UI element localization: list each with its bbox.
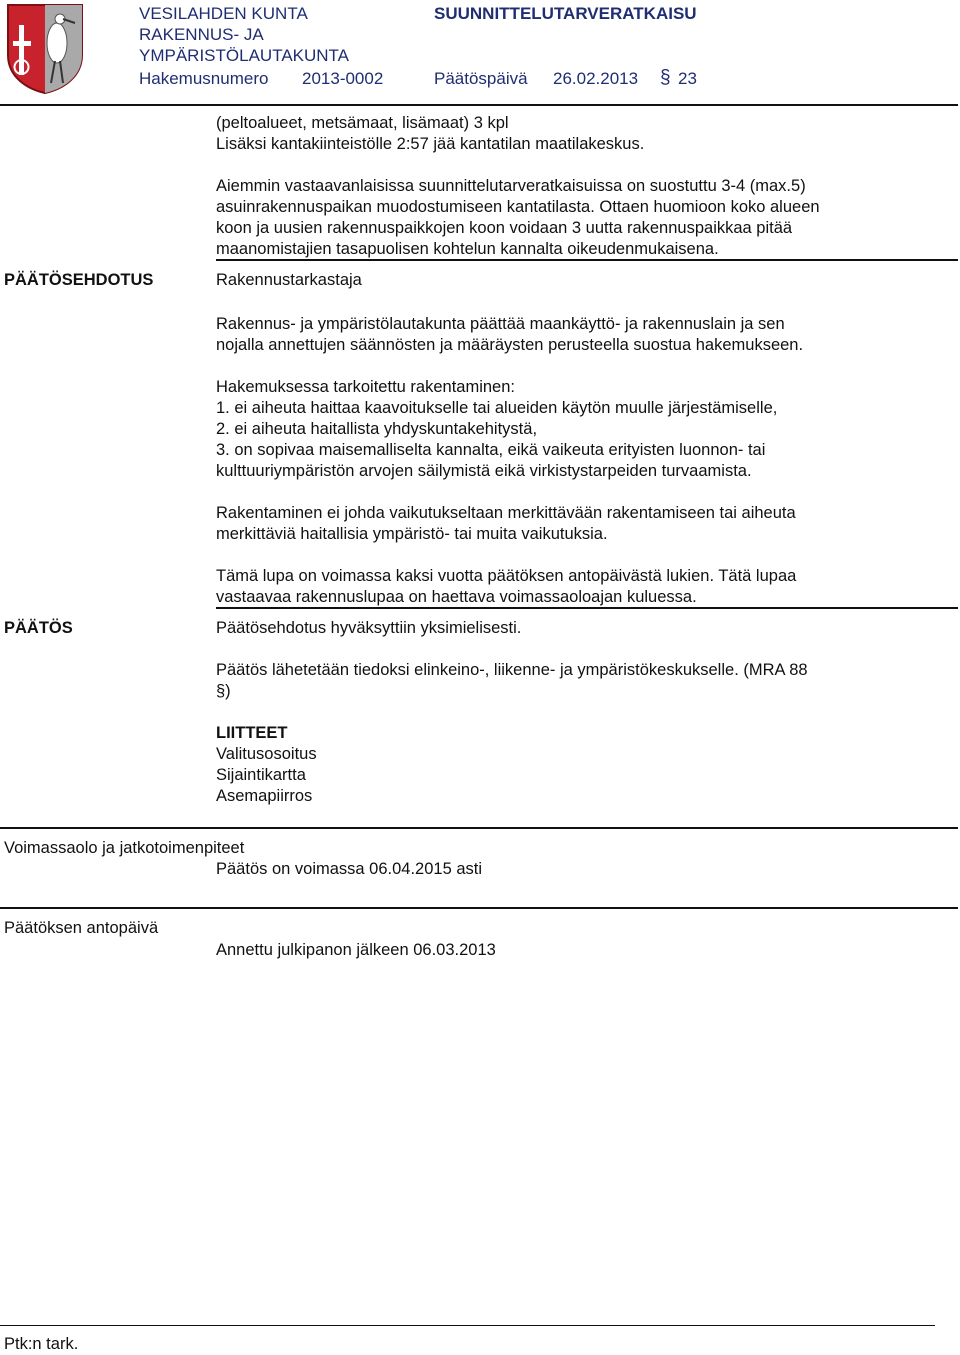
issue-date-value: Annettu julkipanon jälkeen 06.03.2013 (216, 941, 496, 959)
decision-line: §) (216, 682, 231, 700)
application-number-value: 2013-0002 (302, 69, 384, 88)
proposal-text (216, 314, 916, 608)
proposal-line: Hakemuksessa tarkoitettu rakentaminen: (216, 378, 515, 396)
proposal-line: Rakentaminen ei johda vaikutukseltaan merkittävään rakentamiseen tai aiheuta (216, 504, 796, 522)
proposal-line: 1. ei aiheuta haittaa kaavoitukselle tai alueiden käytön muulle järjestämiselle, (216, 399, 778, 417)
document-type: SUUNNITTELUTARVERATKAISU (434, 4, 697, 23)
section-number: 23 (678, 69, 697, 88)
decision-text (216, 618, 916, 807)
validity-divider (0, 827, 958, 829)
footer-checker-label: Ptk:n tark. (4, 1335, 79, 1353)
municipality-crest-logo (5, 3, 85, 95)
intro-line: maanomistajien tasapuolisen kohtelun kannalta oikeudenmukaisena. (216, 240, 719, 258)
org-board-line2: YMPÄRISTÖLAUTAKUNTA (139, 46, 350, 65)
attachments-title: LIITTEET (216, 724, 288, 742)
proposal-divider (216, 259, 958, 261)
presenter: Rakennustarkastaja (216, 271, 362, 289)
org-board-line1: RAKENNUS- JA (139, 25, 264, 44)
intro-text (216, 113, 916, 260)
attachment-item: Valitusosoitus (216, 745, 317, 763)
proposal-line: merkittäviä haitallisia ympäristö- tai muita vaikutuksia. (216, 525, 608, 543)
proposal-line: Rakennus- ja ympäristölautakunta päättää maankäyttö- ja rakennuslain ja sen (216, 315, 785, 333)
proposal-line: kulttuuriympäristön arvojen säilymistä eikä virkistystarpeiden turvaamista. (216, 462, 752, 480)
decision-date-label: Päätöspäivä (434, 69, 528, 88)
intro-line: Aiemmin vastaavanlaisissa suunnittelutarveratkaisuissa on suostuttu 3-4 (max.5) (216, 177, 806, 195)
proposal-line: Tämä lupa on voimassa kaksi vuotta päätöksen antopäivästä lukien. Tätä lupaa (216, 567, 797, 585)
issue-date-label: Päätöksen antopäivä (4, 919, 159, 937)
issue-divider (0, 907, 958, 909)
proposal-line: 3. on sopivaa maisemalliselta kannalta, eikä vaikeuta erityisten luonnon- tai (216, 441, 766, 459)
decision-line: Päätös lähetetään tiedoksi elinkeino-, liikenne- ja ympäristökeskukselle. (MRA 88 (216, 661, 808, 679)
proposal-line: nojalla annettujen säännösten ja määräysten perusteella suostua hakemukseen. (216, 336, 804, 354)
intro-line: Lisäksi kantakiinteistölle 2:57 jää kantatilan maatilakeskus. (216, 135, 645, 153)
validity-label: Voimassaolo ja jatkotoimenpiteet (4, 839, 245, 857)
proposal-line: 2. ei aiheuta haitallista yhdyskuntakehitystä, (216, 420, 538, 438)
proposal-label: PÄÄTÖSEHDOTUS (4, 271, 154, 289)
intro-line: koon ja uusien rakennuspaikkojen koon voidaan 3 uutta rakennuspaikkaa pitää (216, 219, 793, 237)
application-number-label: Hakemusnumero (139, 69, 269, 88)
decision-label: PÄÄTÖS (4, 619, 73, 637)
decision-date-value: 26.02.2013 (553, 69, 639, 88)
decision-divider (216, 607, 958, 609)
attachment-item: Asemapiirros (216, 787, 313, 805)
intro-line: (peltoalueet, metsämaat, lisämaat) 3 kpl (216, 114, 509, 132)
header-divider (0, 104, 958, 106)
footer-divider (0, 1325, 935, 1326)
intro-line: asuinrakennuspaikan muodostumiseen kantatilasta. Ottaen huomioon koko alueen (216, 198, 820, 216)
decision-line: Päätösehdotus hyväksyttiin yksimielisesti. (216, 619, 522, 637)
proposal-line: vastaavaa rakennuslupaa on haettava voimassaoloajan kuluessa. (216, 588, 697, 606)
attachment-item: Sijaintikartta (216, 766, 306, 784)
org-name: VESILAHDEN KUNTA (139, 4, 308, 23)
validity-value: Päätös on voimassa 06.04.2015 asti (216, 860, 483, 878)
section-sign: § (660, 67, 671, 88)
